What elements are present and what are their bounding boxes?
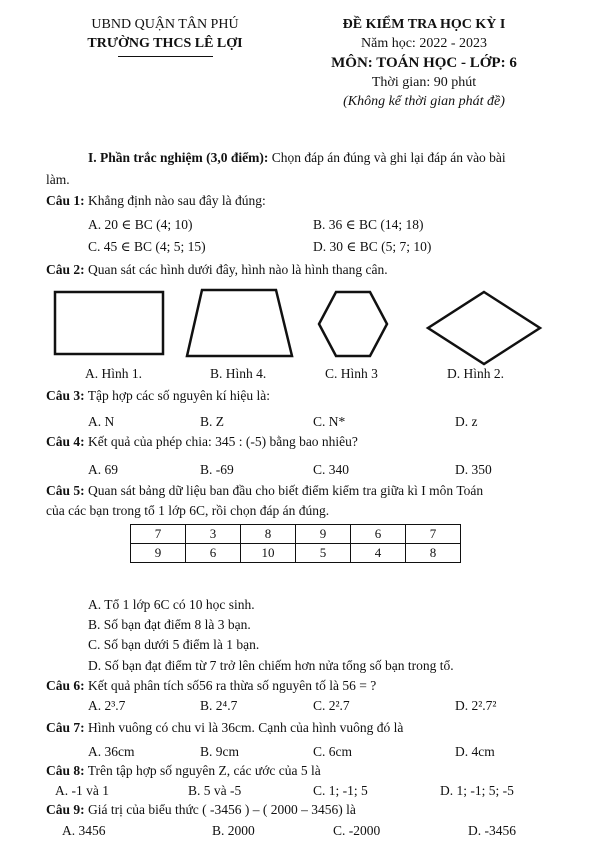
question-text: Quan sát các hình dưới đây, hình nào là hình thang cân.: [88, 262, 388, 277]
q7-option-c: C. 6cm: [313, 744, 352, 759]
question-label: Câu 3:: [46, 388, 85, 403]
q2-option-a: A. Hình 1.: [85, 366, 142, 381]
q8-option-d: D. 1; -1; 5; -5: [440, 783, 514, 798]
question-1: [46, 193, 266, 209]
q7-option-a: A. 36cm: [88, 744, 135, 759]
q4-option-a: A. 69: [88, 462, 118, 477]
question-label: Câu 8:: [46, 763, 85, 778]
q4-option-c: C. 340: [313, 462, 350, 477]
question-label: Câu 7:: [46, 720, 85, 735]
q3-option-c: C. N*: [313, 414, 346, 429]
q6-option-d: D. 2².7²: [455, 698, 497, 713]
q9-option-b: B. 2000: [212, 823, 255, 838]
district-name: UBND QUẬN TÂN PHÚ: [91, 17, 239, 32]
rectangle-shape: [55, 292, 163, 354]
score-table: [130, 524, 461, 563]
table-cell: 6: [186, 544, 241, 563]
q9-option-c: C. -2000: [333, 823, 381, 838]
table-cell: 9: [131, 544, 186, 563]
question-8: [46, 763, 321, 779]
question-6: [46, 678, 376, 694]
question-text: Hình vuông có chu vi là 36cm. Cạnh của hình vuông đó là: [88, 720, 404, 735]
q2-option-c: C. Hình 3: [325, 366, 378, 381]
table-cell: 3: [186, 525, 241, 544]
table-row: [131, 525, 461, 544]
q3-option-d: D. z: [455, 414, 478, 429]
table-cell: 10: [241, 544, 296, 563]
q3-option-b: B. Z: [200, 414, 225, 429]
section-heading: [88, 150, 506, 166]
shapes-figure: [0, 280, 601, 370]
table-cell: 7: [406, 525, 461, 544]
q1-option-d: D. 30 ∈ BC (5; 7; 10): [313, 239, 432, 254]
q7-option-d: D. 4cm: [455, 744, 495, 759]
school-underline: [118, 56, 213, 57]
table-cell: 7: [131, 525, 186, 544]
question-9: [46, 802, 356, 818]
q1-option-a: A. 20 ∈ BC (4; 10): [88, 217, 193, 232]
q8-option-a: A. -1 và 1: [55, 783, 109, 798]
section-instruction-cont: làm.: [46, 172, 70, 187]
rhombus-shape: [428, 292, 540, 364]
q7-option-b: B. 9cm: [200, 744, 239, 759]
q5-option-b: B. Số bạn đạt điểm 8 là 3 bạn.: [88, 617, 251, 632]
question-label: Câu 6:: [46, 678, 85, 693]
question-label: Câu 1:: [46, 193, 85, 208]
q6-option-b: B. 2⁴.7: [200, 698, 238, 713]
section-instruction: Chọn đáp án đúng và ghi lại đáp án vào bài: [271, 150, 506, 165]
time-limit: Thời gian: 90 phút: [371, 75, 477, 90]
q2-option-d: D. Hình 2.: [447, 366, 504, 381]
q9-option-a: A. 3456: [62, 823, 106, 838]
table-cell: 6: [351, 525, 406, 544]
q8-option-b: B. 5 và -5: [188, 783, 242, 798]
subject-grade: MÔN: TOÁN HỌC - LỚP: 6: [331, 55, 517, 71]
question-label: Câu 4:: [46, 434, 85, 449]
question-text: Kết quả của phép chia: 345 : (-5) bằng bao nhiêu?: [88, 434, 358, 449]
q6-option-a: A. 2³.7: [88, 698, 126, 713]
question-text: Tập hợp các số nguyên kí hiệu là:: [87, 388, 270, 403]
q1-option-c: C. 45 ∈ BC (4; 5; 15): [88, 239, 206, 254]
table-cell: 5: [296, 544, 351, 563]
question-5-cont: của các bạn trong tổ 1 lớp 6C, rồi chọn đáp án đúng.: [46, 503, 330, 518]
q5-option-d: D. Số bạn đạt điểm từ 7 trở lên chiếm hơn nửa tổng số bạn trong tổ.: [88, 658, 454, 673]
school-year: Năm học: 2022 - 2023: [361, 36, 487, 51]
question-3: [46, 388, 270, 404]
q5-option-c: C. Số bạn dưới 5 điểm là 1 bạn.: [88, 637, 260, 652]
question-text: Giá trị của biểu thức ( -3456 ) – ( 2000 – 3456) là: [88, 802, 356, 817]
school-name: TRƯỜNG THCS LÊ LỢI: [87, 36, 243, 51]
question-text: Kết quả phân tích số56 ra thừa số nguyên tố là 56 = ?: [88, 678, 377, 693]
table-cell: 8: [406, 544, 461, 563]
q5-option-a: A. Tổ 1 lớp 6C có 10 học sinh.: [88, 597, 255, 612]
q3-option-a: A. N: [88, 414, 115, 429]
question-text: Quan sát bảng dữ liệu ban đầu cho biết điểm kiểm tra giữa kì I môn Toán: [88, 483, 484, 498]
question-label: Câu 9:: [46, 802, 85, 817]
question-7: [46, 720, 403, 736]
q4-option-d: D. 350: [455, 462, 492, 477]
time-note: (Không kể thời gian phát đề): [343, 94, 505, 109]
table-cell: 9: [296, 525, 351, 544]
question-label: Câu 5:: [46, 483, 85, 498]
question-text: Khẳng định nào sau đây là đúng:: [88, 193, 266, 208]
q8-option-c: C. 1; -1; 5: [313, 783, 368, 798]
exam-title: ĐỀ KIỂM TRA HỌC KỲ I: [342, 17, 506, 32]
q4-option-b: B. -69: [200, 462, 234, 477]
q2-option-b: B. Hình 4.: [210, 366, 267, 381]
question-text: Trên tập hợp số nguyên Z, các ước của 5 là: [87, 763, 321, 778]
table-cell: 4: [351, 544, 406, 563]
question-2: [46, 262, 388, 278]
question-5: [46, 483, 483, 499]
table-row: [131, 544, 461, 563]
section-title: I. Phần trắc nghiệm (3,0 điểm):: [88, 150, 269, 165]
hexagon-shape: [319, 292, 387, 356]
q9-option-d: D. -3456: [468, 823, 516, 838]
q6-option-c: C. 2².7: [313, 698, 350, 713]
question-4: [46, 434, 358, 450]
question-label: Câu 2:: [46, 262, 85, 277]
table-cell: 8: [241, 525, 296, 544]
q1-option-b: B. 36 ∈ BC (14; 18): [313, 217, 424, 232]
trapezoid-shape: [187, 290, 292, 356]
